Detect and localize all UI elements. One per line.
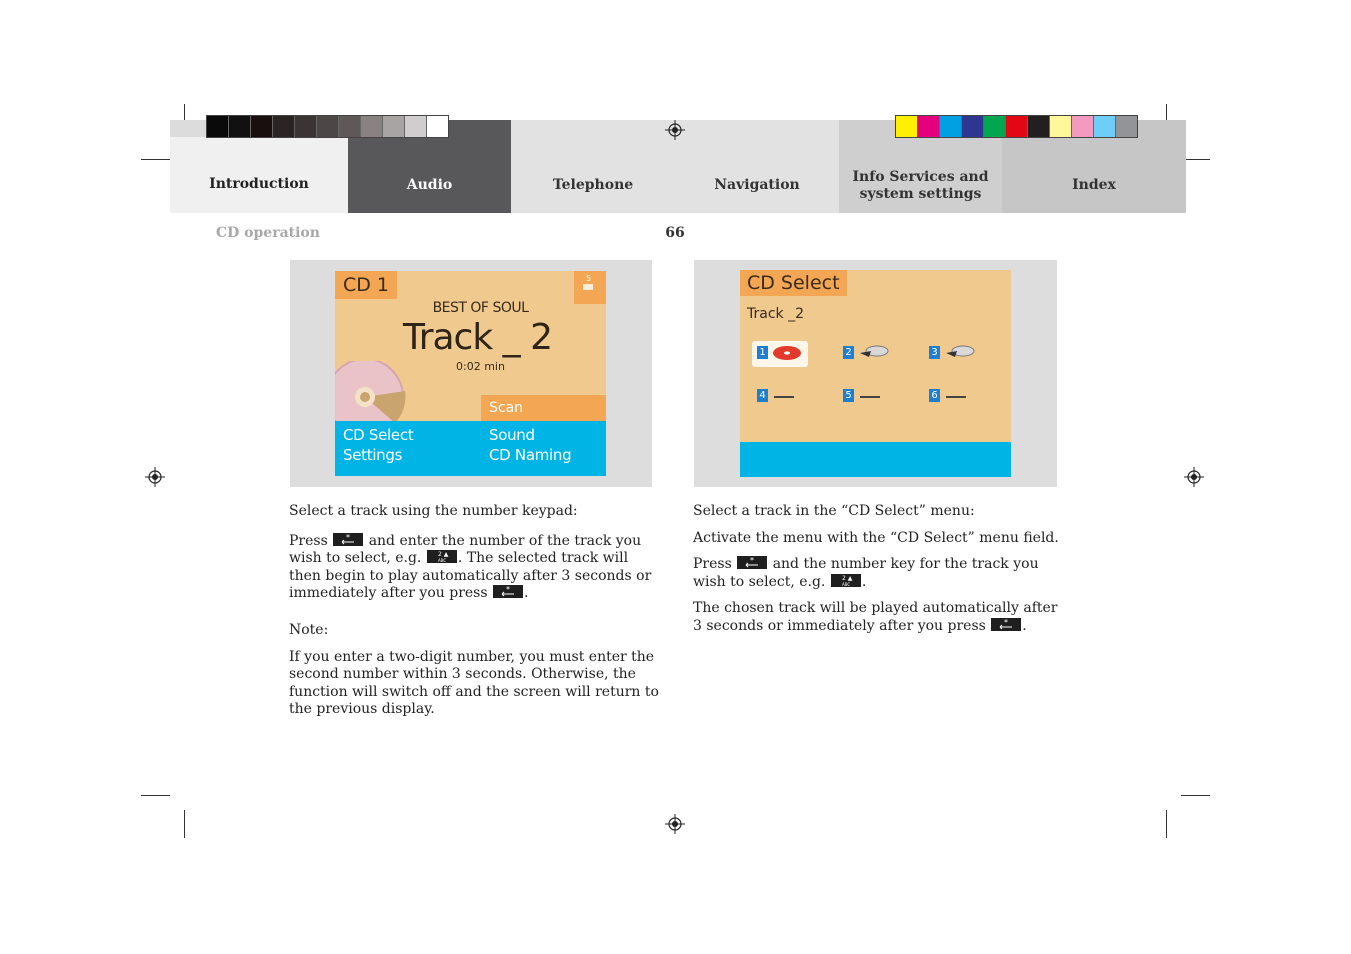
- svg-text:2 ▲: 2 ▲: [437, 551, 449, 559]
- tab-label: [852, 169, 988, 203]
- cd-disc-icon: [941, 343, 977, 363]
- cd-playback-screen: [335, 271, 606, 476]
- instruction-paragraph: The chosen track will be played automatically after 3 seconds or immediately after you press * .: [693, 600, 1058, 634]
- color-swatch: [273, 116, 295, 137]
- instruction-paragraph: Press * and the number key for the track you wish to select, e.g. 2 ▲ ABC .: [693, 556, 1039, 590]
- grayscale-calibration-strip: [206, 115, 449, 138]
- color-swatch: [1072, 116, 1094, 137]
- slot-number: 1: [757, 346, 768, 359]
- color-swatch: [918, 116, 940, 137]
- instruction-text: and the number key for the track you wish to select, e.g.: [693, 556, 1039, 590]
- slot-number: 2: [843, 346, 854, 359]
- tab-telephone[interactable]: [511, 120, 675, 213]
- key-2-abc-icon: [831, 574, 861, 587]
- instruction-paragraph: Press * and enter the number of the track you wish to select, e.g. 2 ▲ ABC . The selected track will then begin to play automatically after 3 seconds or immediately after you press * .: [289, 532, 652, 602]
- empty-slot-dash: [774, 396, 794, 398]
- cd-select-screen: [740, 270, 1011, 477]
- slot-number: 6: [929, 389, 940, 402]
- color-swatch: [339, 116, 361, 137]
- svg-text:*: *: [346, 532, 351, 542]
- color-swatch: [383, 116, 405, 137]
- svg-text:*: *: [506, 585, 510, 595]
- menu-settings[interactable]: Settings: [343, 446, 403, 464]
- color-swatch: [251, 116, 273, 137]
- cd-slot-5[interactable]: [843, 386, 899, 408]
- slot-number: 5: [843, 389, 854, 402]
- crop-mark: [141, 159, 170, 160]
- instruction-intro: Select a track in the “CD Select” menu:: [693, 503, 975, 519]
- cd-select-track: Track _2: [747, 306, 804, 322]
- press-word: Press: [289, 532, 328, 549]
- star-enter-key-icon: [493, 585, 523, 598]
- press-word: Press: [693, 556, 732, 573]
- instruction-text: The chosen track will be played automatically after 3 seconds or immediately after you press: [693, 600, 1058, 634]
- slot-number: 4: [757, 389, 768, 402]
- color-swatch: [361, 116, 383, 137]
- cd-label: CD 1: [335, 271, 397, 299]
- color-swatch: [229, 116, 251, 137]
- cd-slot-2[interactable]: [843, 343, 899, 365]
- track-time: 0:02 min: [456, 360, 505, 373]
- svg-text:5: 5: [586, 274, 592, 283]
- color-swatch: [405, 116, 427, 137]
- color-swatch: [896, 116, 918, 137]
- color-swatch: [295, 116, 317, 137]
- color-swatch: [984, 116, 1006, 137]
- empty-slot-dash: [946, 396, 966, 398]
- color-swatch: [427, 116, 448, 137]
- tab-label: Index: [1072, 177, 1116, 193]
- empty-slot-dash: [860, 396, 880, 398]
- cd-slot-4[interactable]: [757, 386, 813, 408]
- color-swatch: [940, 116, 962, 137]
- tab-label: Telephone: [552, 177, 634, 193]
- registration-target-icon: [145, 467, 165, 487]
- right-instructions: [693, 503, 1063, 636]
- color-swatch: [1094, 116, 1116, 137]
- slot-number: 3: [929, 346, 940, 359]
- section-title: CD operation: [216, 225, 320, 241]
- tab-label: Navigation: [714, 177, 800, 193]
- cd-slot-6[interactable]: [929, 386, 985, 408]
- cd-select-title: CD Select: [740, 270, 847, 296]
- tab-label-line: system settings: [859, 186, 982, 202]
- scan-button[interactable]: Scan: [481, 395, 606, 421]
- cd-disc-icon: [855, 343, 891, 363]
- color-swatch: [1116, 116, 1137, 137]
- svg-text:ABC: ABC: [841, 581, 851, 587]
- svg-text:*: *: [1004, 617, 1009, 627]
- star-enter-key-icon: [991, 618, 1021, 631]
- instruction-intro: Select a track using the number keypad:: [289, 503, 578, 519]
- color-swatch: [962, 116, 984, 137]
- cd-menu-bar: [335, 421, 606, 476]
- cd-disc-icon: [769, 343, 805, 363]
- note-label: Note:: [289, 621, 329, 638]
- color-swatch: [1028, 116, 1050, 137]
- track-title: Track _ 2: [403, 317, 552, 358]
- color-swatch: [317, 116, 339, 137]
- tab-label: Audio: [406, 177, 453, 193]
- note-text: If you enter a two-digit number, you must enter the second number within 3 seconds. Otherwise, the function will switch off and the screen will return to the previous display.: [289, 648, 659, 718]
- registration-target-icon: [665, 814, 685, 834]
- page-number: 66: [665, 225, 685, 241]
- svg-text:ABC: ABC: [437, 558, 447, 564]
- color-swatch: [207, 116, 229, 137]
- instruction-text: . The selected track will then begin to play automatically after 3 seconds or immediately after you press: [289, 550, 652, 602]
- menu-cd-naming[interactable]: CD Naming: [489, 446, 572, 464]
- color-swatch: [1006, 116, 1028, 137]
- menu-sound[interactable]: Sound: [489, 426, 535, 444]
- color-calibration-strip: [895, 115, 1138, 138]
- svg-text:2 ▲: 2 ▲: [841, 574, 853, 582]
- cd-select-menu-bar: [740, 442, 1011, 477]
- crop-mark: [1166, 810, 1167, 838]
- svg-text:*: *: [750, 556, 755, 566]
- star-enter-key-icon: [737, 556, 767, 569]
- color-swatch: [1050, 116, 1072, 137]
- cd-slot-3[interactable]: [929, 343, 985, 365]
- tab-label-line: Info Services and: [852, 169, 989, 185]
- registration-target-icon: [665, 120, 685, 140]
- key-2-abc-icon: [427, 550, 457, 563]
- crop-mark: [1181, 795, 1210, 796]
- menu-cd-select[interactable]: CD Select: [343, 426, 414, 444]
- crop-mark: [184, 810, 185, 838]
- left-instructions: [289, 503, 661, 719]
- album-title: BEST OF SOUL: [432, 300, 529, 316]
- cd-slot-1[interactable]: [757, 343, 813, 365]
- registration-target-icon: [1184, 467, 1204, 487]
- tab-navigation[interactable]: [675, 120, 839, 213]
- crop-mark: [141, 795, 170, 796]
- star-enter-key-icon: [333, 533, 363, 546]
- activate-text: Activate the menu with the “CD Select” menu field.: [693, 529, 1059, 546]
- instruction-text: and enter the number of the track you wish to select, e.g.: [289, 532, 642, 567]
- tab-label: Introduction: [209, 176, 309, 192]
